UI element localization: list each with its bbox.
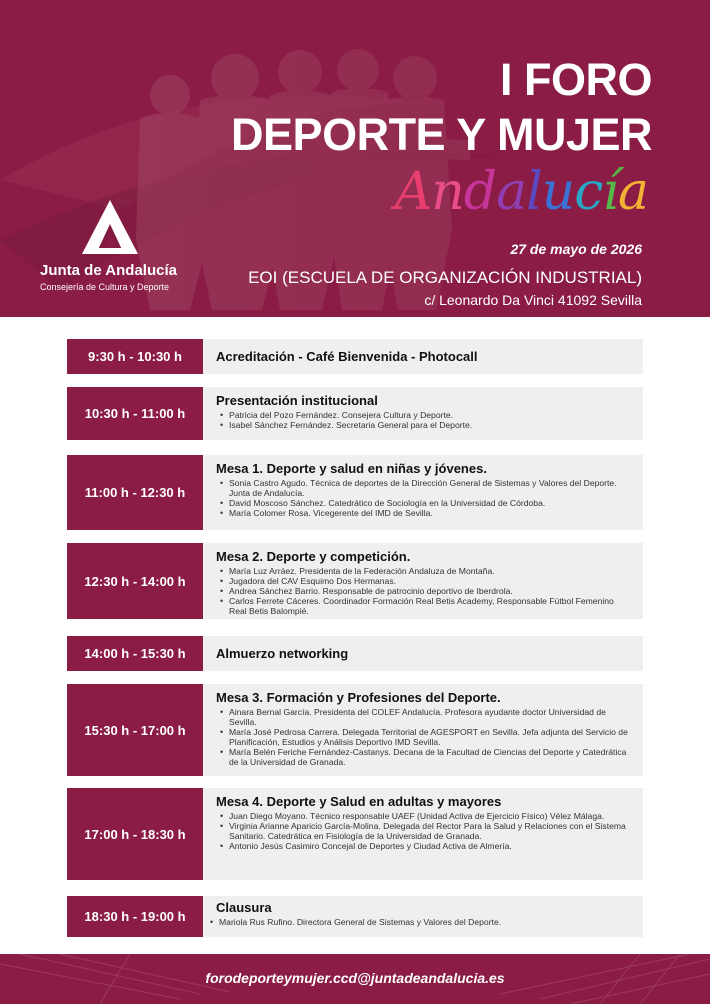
- speaker-item: • David Moscoso Sánchez. Catedrático de Sociología en la Universidad de Córdoba.: [216, 498, 633, 508]
- event-venue: EOI (ESCUELA DE ORGANIZACIÓN INDUSTRIAL): [248, 268, 642, 287]
- brand-letter: a: [617, 162, 648, 222]
- session-time: 18:30 h - 19:00 h: [67, 896, 203, 937]
- header-banner: [0, 0, 710, 317]
- andalucia-brand: [395, 162, 648, 222]
- contact-email[interactable]: forodeporteymujer.ccd@juntadeandalucia.es: [205, 970, 505, 986]
- speaker-item: • Juan Diego Moyano. Técnico responsable UAEF (Unidad Activa de Ejercicio Físico) Vélez Málaga.: [216, 811, 633, 821]
- event-address: c/ Leonardo Da Vinci 41092 Sevilla: [424, 292, 642, 308]
- speaker-list: [216, 811, 633, 851]
- brand-letter: c: [574, 162, 603, 222]
- speaker-list: [206, 917, 633, 927]
- speaker-list: [216, 478, 633, 518]
- session-title: Mesa 1. Deporte y salud en niñas y jóvenes.: [216, 461, 487, 476]
- speaker-item: • Patricia del Pozo Fernández. Consejera Cultura y Deporte.: [216, 410, 633, 420]
- brand-letter: a: [496, 162, 527, 222]
- speaker-item: • Mariola Rus Rufino. Directora General de Sistemas y Valores del Deporte.: [206, 917, 633, 927]
- speaker-item: • Ainara Bernal García. Presidenta del COLEF Andalucía. Profesora ayudante doctor Universidad de Sevilla.: [216, 707, 633, 727]
- session-title: Mesa 2. Deporte y competición.: [216, 549, 411, 564]
- session-time: 17:00 h - 18:30 h: [67, 788, 203, 880]
- speaker-item: • María José Pedrosa Carrera. Delegada Territorial de AGESPORT en Sevilla. Jefa adjunta del Servicio de Planificación, Estudios y Análisis Deportivo IMD Sevilla.: [216, 727, 633, 747]
- junta-andalucia-logo-icon: [80, 198, 140, 256]
- speaker-item: • María Belén Feriche Fernández-Castanys. Decana de la Facultad de Ciencias del Deporte y Catedrática de la Universidad de Granada.: [216, 747, 633, 767]
- session-title: Presentación institucional: [216, 393, 378, 408]
- session-time: 15:30 h - 17:00 h: [67, 684, 203, 776]
- session-title: Clausura: [216, 900, 272, 915]
- session-time: 14:00 h - 15:30 h: [67, 636, 203, 671]
- session-title: Acreditación - Café Bienvenida - Photocall: [216, 348, 478, 364]
- schedule-row: [67, 543, 643, 619]
- speaker-list: [216, 707, 633, 767]
- logo-name: Junta de Andalucía: [40, 262, 177, 279]
- session-title: Mesa 4. Deporte y Salud en adultas y mayores: [216, 794, 502, 809]
- title-line-1: I FORO: [500, 54, 652, 105]
- brand-letter: u: [541, 162, 575, 222]
- speaker-item: • Sonia Castro Agudo. Técnica de deportes de la Dirección General de Sistemas y Valores del Deporte. Junta de Andalucía.: [216, 478, 633, 498]
- session-title: Mesa 3. Formación y Profesiones del Deporte.: [216, 690, 501, 705]
- session-title: Almuerzo networking: [216, 645, 349, 661]
- schedule-row: [67, 896, 643, 937]
- brand-letter: n: [431, 162, 464, 222]
- session-time: 12:30 h - 14:00 h: [67, 543, 203, 619]
- schedule-row: [67, 339, 643, 374]
- session-time: 10:30 h - 11:00 h: [67, 387, 203, 440]
- speaker-item: • Virginia Arianne Aparicio García-Molina. Delegada del Rector Para la Salud y Relaciones con el Sistema Sanitario. Catedrática en Fisiología de la Universidad de Granada.: [216, 821, 633, 841]
- speaker-item: • Andrea Sánchez Barrio. Responsable de patrocinio deportivo de Iberdrola.: [216, 586, 633, 596]
- speaker-item: • María Colomer Rosa. Vicegerente del IMD de Sevilla.: [216, 508, 633, 518]
- speaker-list: [216, 566, 633, 616]
- title-line-2: DEPORTE Y MUJER: [231, 109, 652, 160]
- speaker-item: • Jugadora del CAV Esquimo Dos Hermanas.: [216, 576, 633, 586]
- brand-letter: í: [602, 162, 618, 222]
- session-time: 9:30 h - 10:30 h: [67, 339, 203, 374]
- schedule-row: [67, 636, 643, 671]
- footer-banner: [0, 954, 710, 1004]
- brand-letter: A: [394, 162, 432, 222]
- brand-letter: l: [526, 162, 542, 222]
- junta-logo: [40, 198, 190, 292]
- speaker-item: • Carlos Ferrete Cáceres. Coordinador Formación Real Betis Academy, Responsable Fútbol Femenino Real Betis Balompié.: [216, 596, 633, 616]
- speaker-list: [216, 410, 633, 430]
- speaker-item: • María Luz Arráez. Presidenta de la Federación Andaluza de Montaña.: [216, 566, 633, 576]
- event-date: 27 de mayo de 2026: [510, 241, 642, 257]
- logo-department: Consejería de Cultura y Deporte: [40, 282, 170, 292]
- session-time: 11:00 h - 12:30 h: [67, 455, 203, 530]
- brand-letter: d: [463, 162, 497, 222]
- speaker-item: • Isabel Sánchez Fernández. Secretaria General para el Deporte.: [216, 420, 633, 430]
- schedule-row: [67, 788, 643, 880]
- schedule-row: [67, 455, 643, 530]
- speaker-item: • Antonio Jesús Casimiro Concejal de Deportes y Ciudad Activa de Almería.: [216, 841, 633, 851]
- event-title: [231, 52, 652, 162]
- schedule-row: [67, 387, 643, 440]
- schedule-row: [67, 684, 643, 776]
